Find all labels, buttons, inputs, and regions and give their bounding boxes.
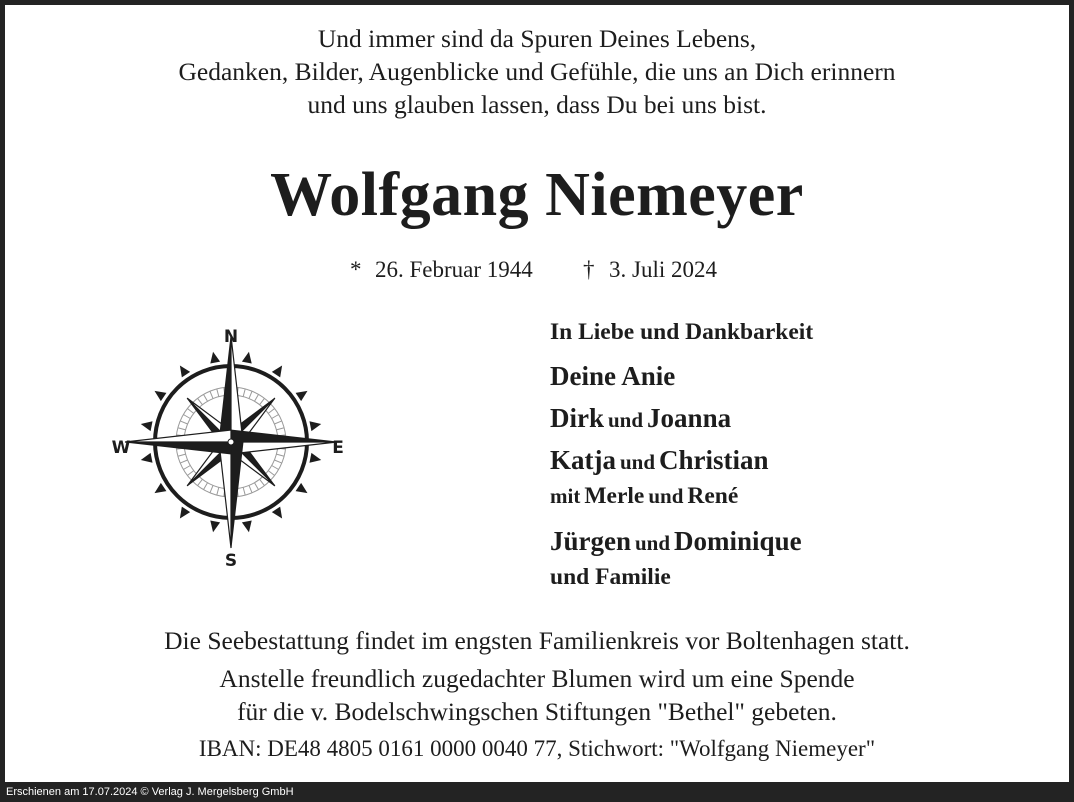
iban-line: IBAN: DE48 4805 0161 0000 0040 77, Stichwort: "Wolfgang Niemeyer"	[198, 736, 876, 761]
mourner-name: Merle	[584, 483, 645, 509]
birth-symbol: *	[350, 257, 362, 282]
mourner-connector: und	[619, 450, 656, 474]
mourner-name: Jürgen	[550, 526, 631, 556]
compass-north-label: N	[223, 327, 239, 347]
deceased-name: Wolfgang Niemeyer	[270, 161, 804, 229]
poem-line-1: Und immer sind da Spuren Deines Lebens,	[317, 24, 757, 53]
compass-east-label: E	[332, 438, 344, 458]
mourner-name: Dominique	[674, 526, 802, 556]
compass-rose-icon	[80, 308, 376, 593]
mourner-line-2	[550, 403, 731, 434]
mourner-connector: und	[635, 531, 671, 555]
mourner-name: René	[687, 483, 739, 509]
compass-south-label: S	[224, 551, 238, 571]
poem	[0, 22, 1074, 121]
mourner-name: Joanna	[647, 403, 732, 433]
death-date: 3. Juli 2024	[609, 257, 717, 282]
donation-line-2: für die v. Bodelschwingschen Stiftungen "Bethel" gebeten.	[237, 697, 837, 726]
mourner-name: Christian	[659, 445, 769, 475]
mourner-connector: mit	[550, 484, 581, 508]
mourners-intro: In Liebe und Dankbarkeit	[550, 319, 814, 345]
mourner-name: Katja	[550, 445, 616, 475]
mourner-connector: und	[608, 408, 644, 432]
donation-line-1: Anstelle freundlich zugedachter Blumen wird um eine Spende	[219, 664, 855, 693]
death-symbol: †	[583, 257, 595, 282]
compass-west-label: W	[111, 438, 131, 458]
mourner-line-6: und Familie	[550, 564, 671, 590]
burial-notice: Die Seebestattung findet im engsten Familienkreis vor Boltenhagen statt.	[164, 626, 910, 655]
poem-line-2: Gedanken, Bilder, Augenblicke und Gefühle, die uns an Dich erinnern	[178, 57, 896, 86]
mourner-line-1: Deine Anie	[550, 361, 676, 391]
publisher-footer	[0, 782, 1074, 802]
mourner-line-3	[550, 445, 769, 476]
footer-text: Erschienen am 17.07.2024 © Verlag J. Mergelsberg GmbH	[6, 786, 294, 798]
mourner-name: Dirk	[550, 403, 604, 433]
birth-date: 26. Februar 1944	[375, 257, 533, 282]
mourner-line-5	[550, 526, 802, 557]
poem-line-3: und uns glauben lassen, dass Du bei uns bist.	[307, 90, 767, 119]
mourner-connector: und	[648, 484, 684, 508]
mourner-line-4	[550, 483, 738, 510]
